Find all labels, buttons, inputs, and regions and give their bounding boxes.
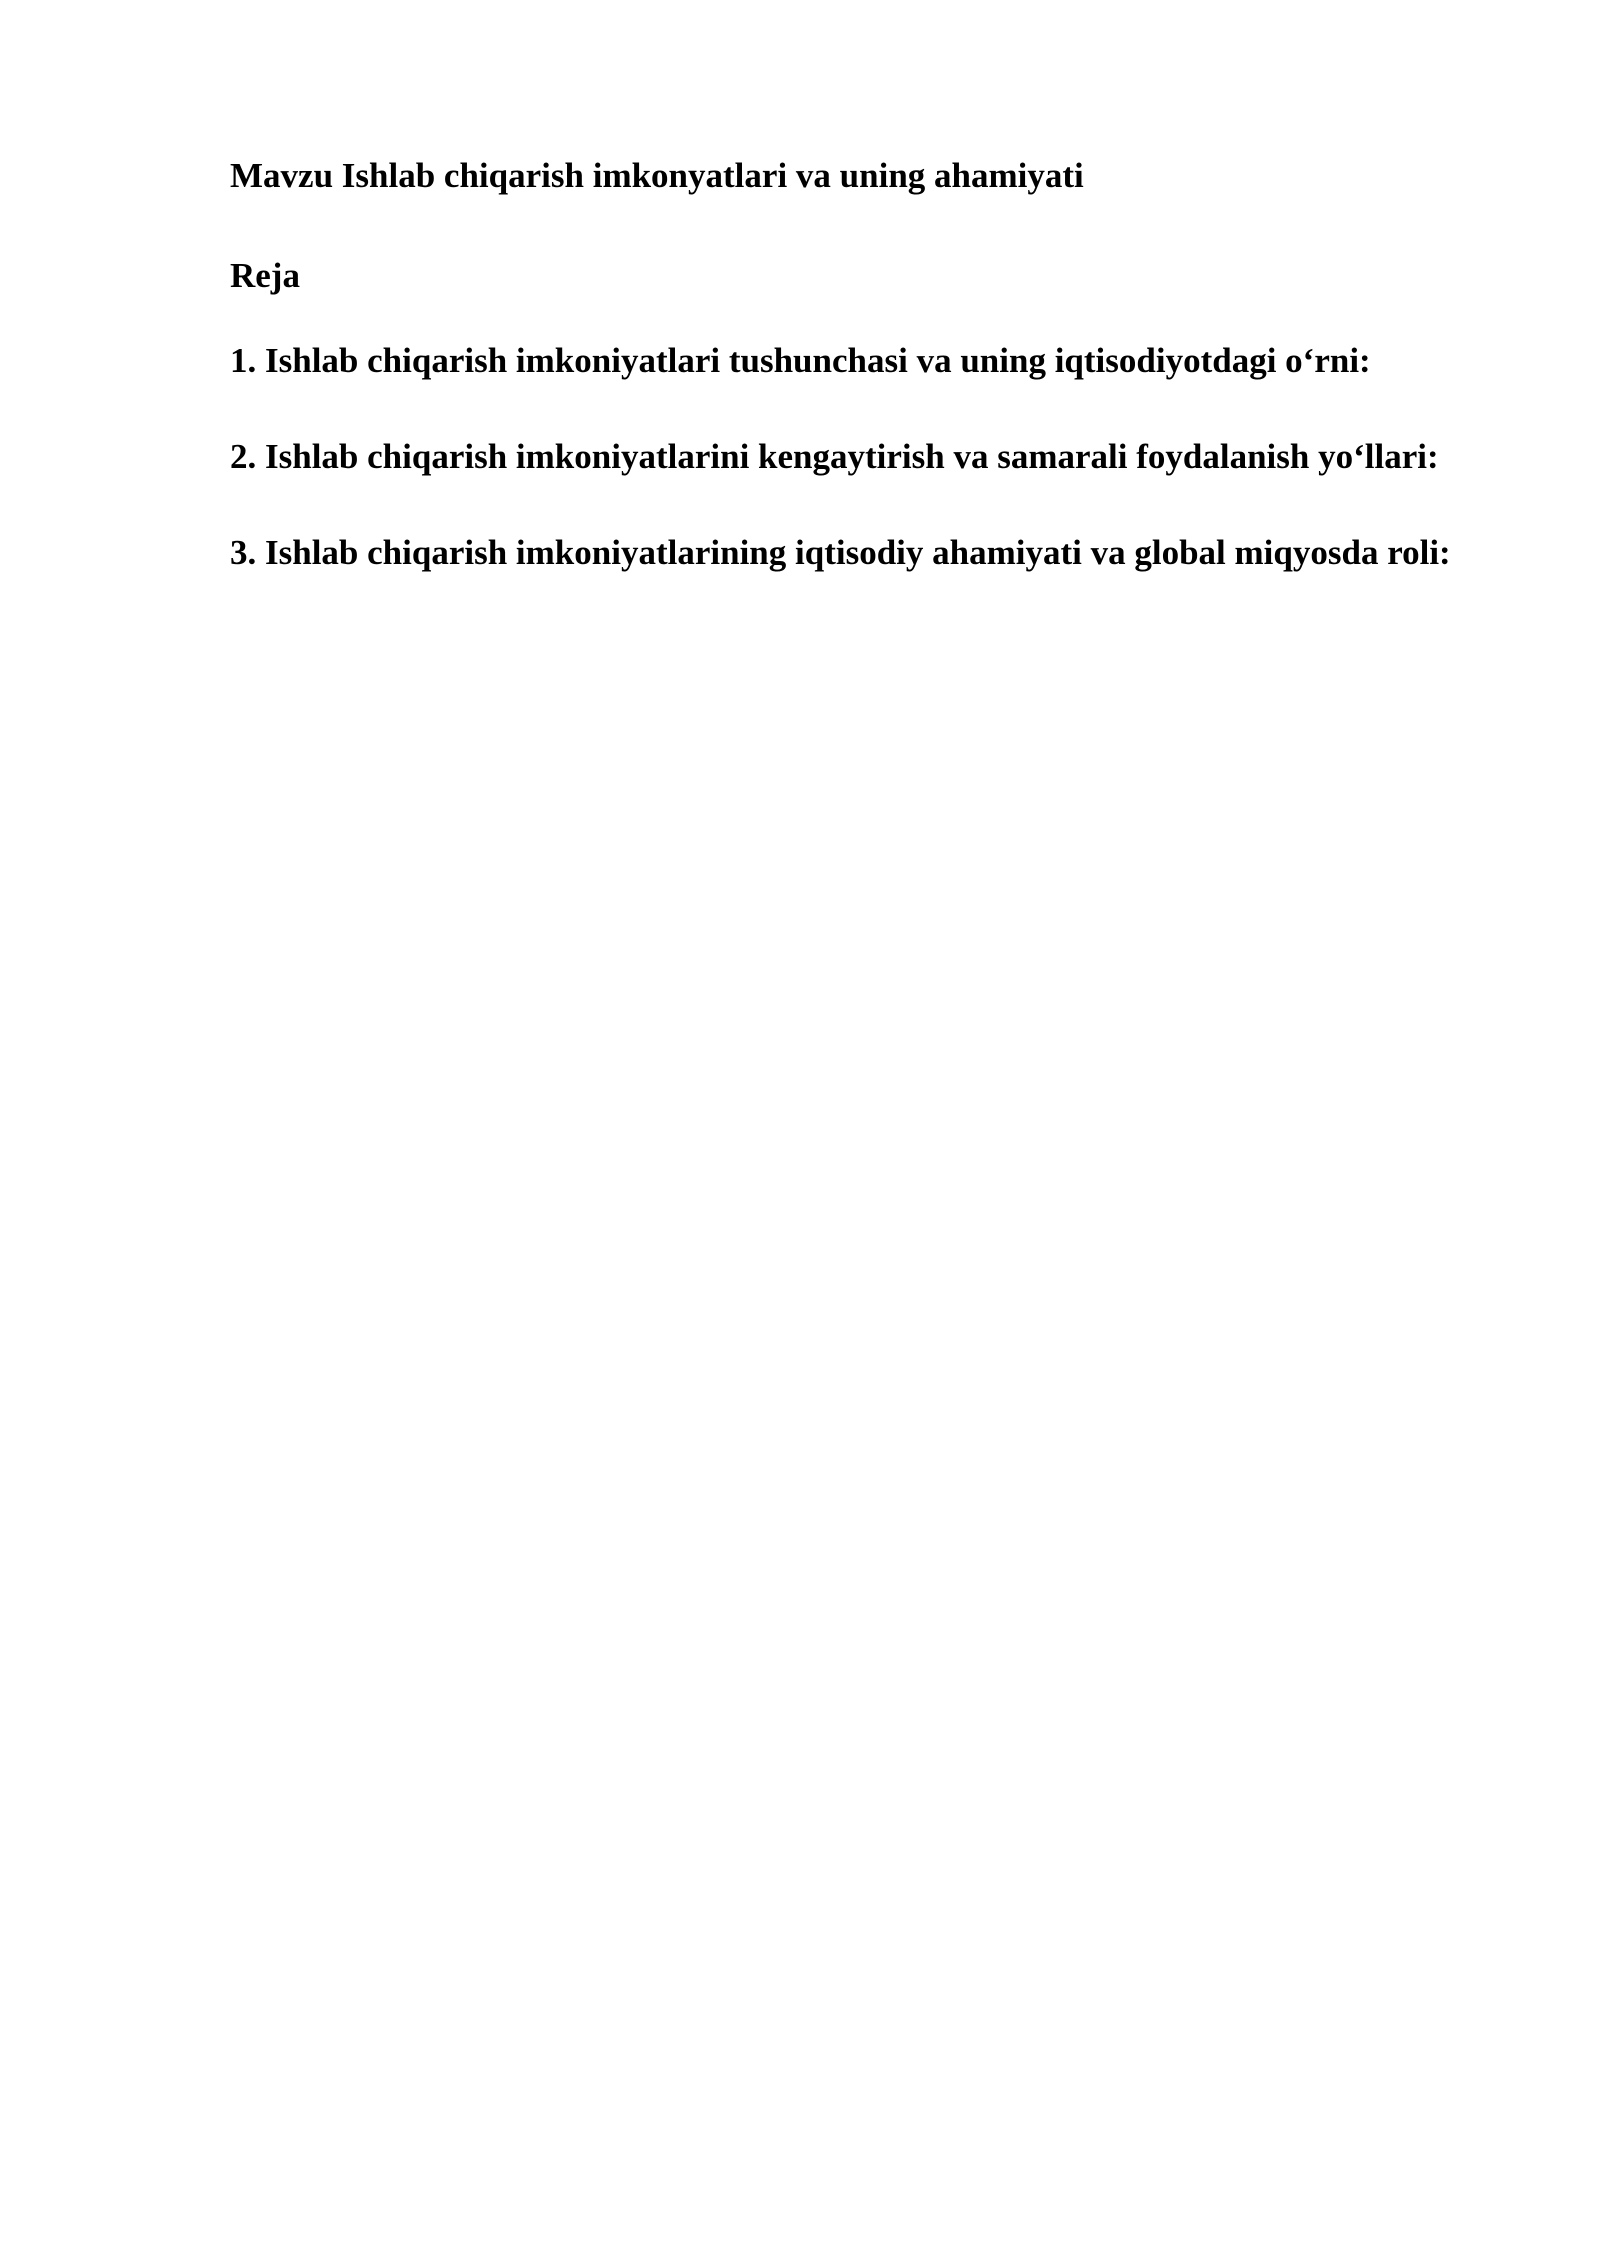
document-body — [230, 150, 1480, 586]
document-title: Mavzu Ishlab chiqarish imkonyatlari va uning ahamiyati — [230, 156, 1084, 195]
plan-heading: Reja — [230, 256, 300, 295]
plan-item-1: 1. Ishlab chiqarish imkoniyatlari tushunchasi va uning iqtisodiyotdagi o‘rni: — [230, 341, 1371, 380]
plan-item-2: 2. Ishlab chiqarish imkoniyatlarini kengaytirish va samarali foydalanish yo‘llari: — [230, 437, 1439, 476]
plan-item-3: 3. Ishlab chiqarish imkoniyatlarining iqtisodiy ahamiyati va global miqyosda roli: — [230, 533, 1451, 572]
